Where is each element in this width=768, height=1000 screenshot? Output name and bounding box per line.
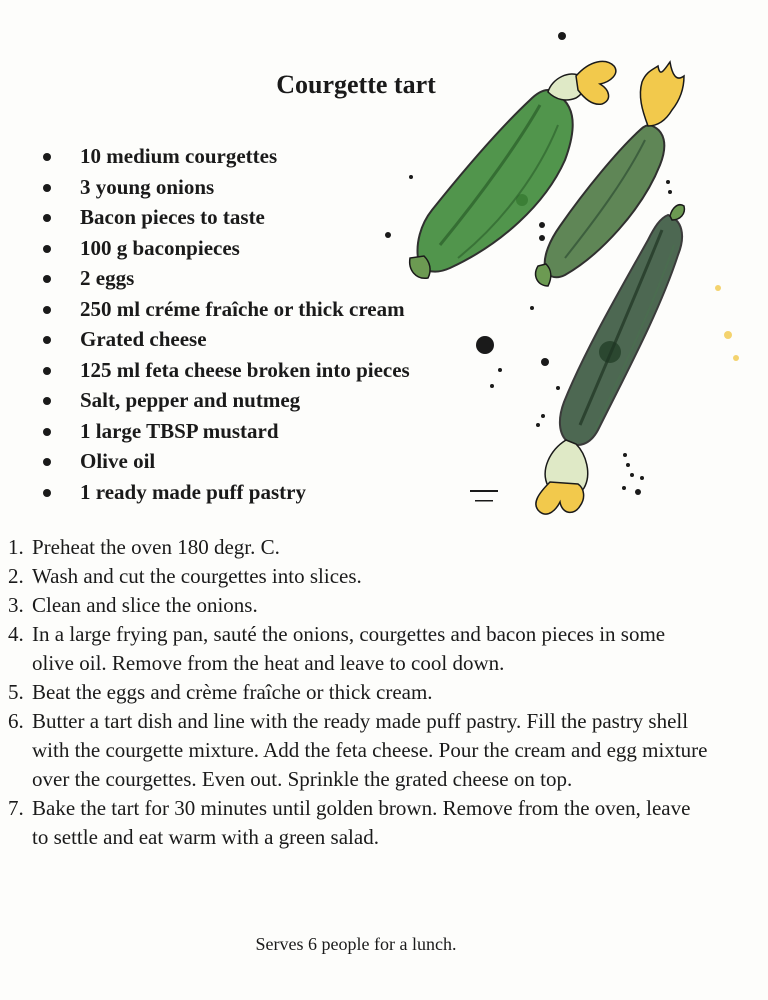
ingredient-item	[40, 294, 410, 325]
bullet-icon	[43, 245, 51, 253]
ingredient-text: 2 eggs	[80, 266, 135, 290]
ingredient-text: 1 ready made puff pastry	[80, 479, 306, 504]
step-item	[8, 562, 708, 591]
step-number: 2.	[8, 564, 24, 588]
step-number: 3.	[8, 593, 24, 617]
step-text: Clean and slice the onions.	[32, 593, 258, 617]
ingredient-text: Olive oil	[80, 449, 156, 473]
step-text: Wash and cut the courgettes into slices.	[32, 564, 362, 588]
ingredient-text: 100 g baconpieces	[80, 235, 240, 260]
ingredient-item	[40, 477, 410, 508]
step-number: 5.	[8, 680, 24, 704]
step-text: Preheat the oven 180 degr. C.	[32, 535, 280, 559]
step-text: In a large frying pan, sauté the onions, courgettes and bacon pieces in some olive oil. Remove from the heat and leave to cool down.	[32, 622, 666, 675]
bullet-icon	[43, 184, 51, 192]
step-text: Bake the tart for 30 minutes until golden brown. Remove from the oven, leave to settle and eat warm with a green salad.	[32, 796, 691, 849]
ingredient-text: Grated cheese	[80, 327, 207, 351]
step-item	[8, 620, 708, 678]
ingredient-text: Bacon pieces to taste	[80, 205, 265, 229]
ingredient-item	[40, 324, 410, 355]
ingredient-item	[40, 355, 410, 386]
step-item	[8, 591, 708, 620]
courgette-illustration-icon	[380, 30, 768, 530]
serves-note: Serves 6 people for a lunch.	[255, 934, 457, 954]
ingredient-text: 10 medium courgettes	[80, 144, 278, 168]
bullet-icon	[43, 458, 51, 466]
step-number: 6.	[8, 709, 24, 733]
ingredient-text: 3 young onions	[80, 174, 215, 199]
ingredient-item	[40, 263, 410, 294]
ingredient-item	[40, 446, 410, 477]
bullet-icon	[43, 336, 51, 344]
bullet-icon	[43, 428, 51, 436]
ingredient-item	[40, 172, 410, 203]
step-number: 7.	[8, 796, 24, 820]
bullet-icon	[43, 397, 51, 405]
step-number: 4.	[8, 622, 24, 646]
bullet-icon	[43, 306, 51, 314]
bullet-icon	[43, 275, 51, 283]
method-steps-list	[8, 533, 708, 852]
ingredients-list	[40, 141, 410, 507]
bullet-icon	[43, 153, 51, 161]
ingredient-text: 1 large TBSP mustard	[80, 418, 279, 443]
recipe-title: Courgette tart	[276, 70, 436, 99]
step-item	[8, 533, 708, 562]
ingredient-text: 250 ml créme fraîche or thick cream	[80, 296, 405, 321]
ingredient-item	[40, 233, 410, 264]
ingredient-text: Salt, pepper and nutmeg	[80, 388, 301, 412]
bullet-icon	[43, 214, 51, 222]
bullet-icon	[43, 489, 51, 497]
step-item	[8, 678, 708, 707]
bullet-icon	[43, 367, 51, 375]
step-text: Beat the eggs and crème fraîche or thick cream.	[32, 680, 433, 704]
step-item	[8, 707, 708, 794]
ingredient-text: 125 ml feta cheese broken into pieces	[80, 357, 410, 382]
ingredient-item	[40, 416, 410, 447]
ingredient-item	[40, 141, 410, 172]
step-text: Butter a tart dish and line with the ready made puff pastry. Fill the pastry shell with the courgette mixture. Add the feta cheese. Pour the cream and egg mixture over the courgettes. Even out. Sprinkle the grated cheese on top.	[32, 709, 708, 791]
ingredient-item	[40, 385, 410, 416]
step-number: 1.	[8, 535, 24, 559]
ingredient-item	[40, 202, 410, 233]
step-item	[8, 794, 708, 852]
